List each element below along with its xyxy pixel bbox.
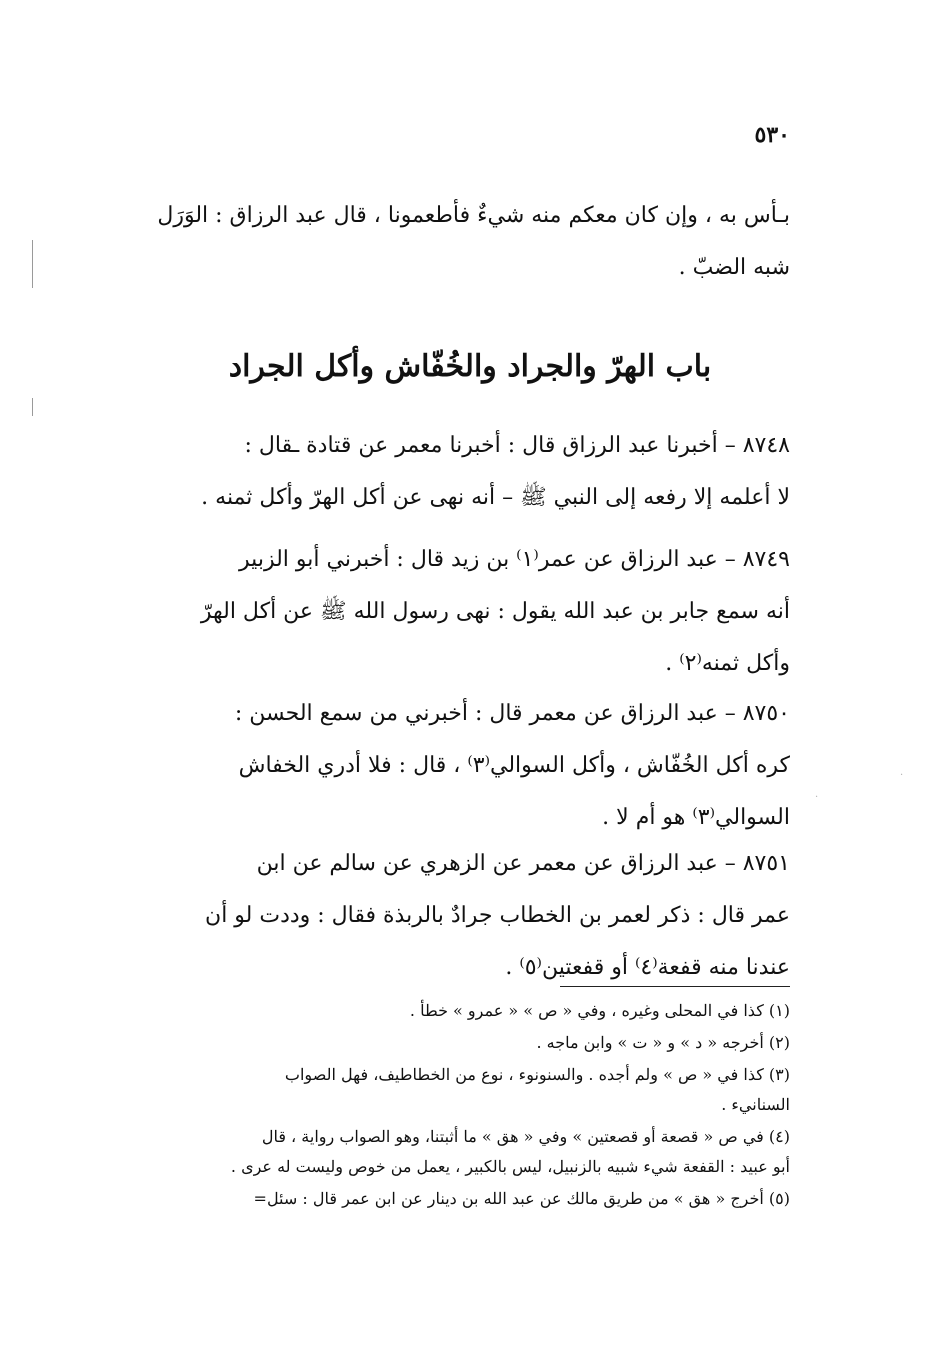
hadith-8749 <box>118 534 790 690</box>
footnote-divider <box>560 986 790 987</box>
chapter-title: باب الهرّ والجراد والخُفّاش وأكل الجراد <box>228 349 712 384</box>
footnotes <box>118 996 790 1216</box>
text-line: ٨٧٥٠ – عبد الرزاق عن معمر قال : أخبرني من سمع الحسن : <box>234 701 790 726</box>
footnote-line: (١) كذا في المحلى وغيره ، وفي « ص » « عمرو » خطأ . <box>409 1001 790 1020</box>
text-line: عندنا منه قفعة⁽٤⁾ أو قفعتين⁽٥⁾ . <box>505 955 790 980</box>
text-line: عمر قال : ذكر لعمر بن الخطاب جرادٌ بالربذة فقال : وددت لو أن <box>205 903 790 928</box>
margin-mark <box>32 398 33 416</box>
hadith-8751 <box>118 838 790 994</box>
text-line: السوالي⁽٣⁾ هو أم لا . <box>602 805 790 830</box>
footnote-1 <box>118 996 790 1026</box>
text-line: شبه الضبّ . <box>678 255 790 280</box>
text-line: لا أعلمه إلا رفعه إلى النبي ﷺ – أنه نهى عن أكل الهرّ وأكل ثمنه . <box>201 485 790 510</box>
footnote-2 <box>118 1028 790 1058</box>
hadith-8750 <box>118 688 790 844</box>
footnote-line: أبو عبيد : القفعة شيء شبيه بالزنبيل، ليس بالكبير ، يعمل من خوص وليست له عرى . <box>230 1157 790 1176</box>
footnote-line: (٥) أخرج « هق » من طريق مالك عن عبد الله بن دينار عن ابن عمر قال : سئل= <box>253 1189 790 1208</box>
scan-speck: · <box>815 792 819 803</box>
text-line: بـأس به ، وإن كان معكم منه شيءٌ فأطعمونا ، قال عبد الرزاق : الوَرَل <box>157 203 790 228</box>
hadith-8748 <box>118 420 790 524</box>
footnote-line: (٢) أخرجه « د » و « ت » وابن ماجه . <box>536 1033 790 1052</box>
footnote-3 <box>118 1060 790 1120</box>
carryover-paragraph <box>118 190 790 294</box>
footnote-line: (٤) في ص « قصعة أو قصعتين » وفي « هق » ما أثبتنا، وهو الصواب رواية ، قال <box>261 1127 790 1146</box>
scan-speck: · <box>900 770 904 781</box>
text-line: ٨٧٤٨ – أخبرنا عبد الرزاق قال : أخبرنا معمر عن قتادة ـقال : <box>244 433 790 458</box>
text-line: ٨٧٥١ – عبد الرزاق عن معمر عن الزهري عن سالم عن ابن <box>256 851 790 876</box>
text-line: أنه سمع جابر بن عبد الله يقول : نهى رسول الله ﷺ عن أكل الهرّ <box>200 599 790 624</box>
footnote-4 <box>118 1122 790 1182</box>
text-line: ٨٧٤٩ – عبد الرزاق عن عمر⁽١⁾ بن زيد قال : أخبرني أبو الزبير <box>239 547 790 572</box>
text-line: كره أكل الخُفّاش ، وأكل السوالي⁽٣⁾ ، قال : فلا أدري الخفاش <box>238 753 790 778</box>
footnote-line: (٣) كذا في « ص » ولم أجده . والسنونوء ، نوع من الخطاطيف، فهل الصواب <box>284 1065 790 1084</box>
footnote-line: السنانيء . <box>721 1095 790 1114</box>
footnote-5 <box>118 1184 790 1214</box>
page-number: ٥٣٠ <box>754 122 790 148</box>
margin-mark <box>32 240 33 288</box>
text-line: وأكل ثمنه⁽٢⁾ . <box>665 651 790 676</box>
